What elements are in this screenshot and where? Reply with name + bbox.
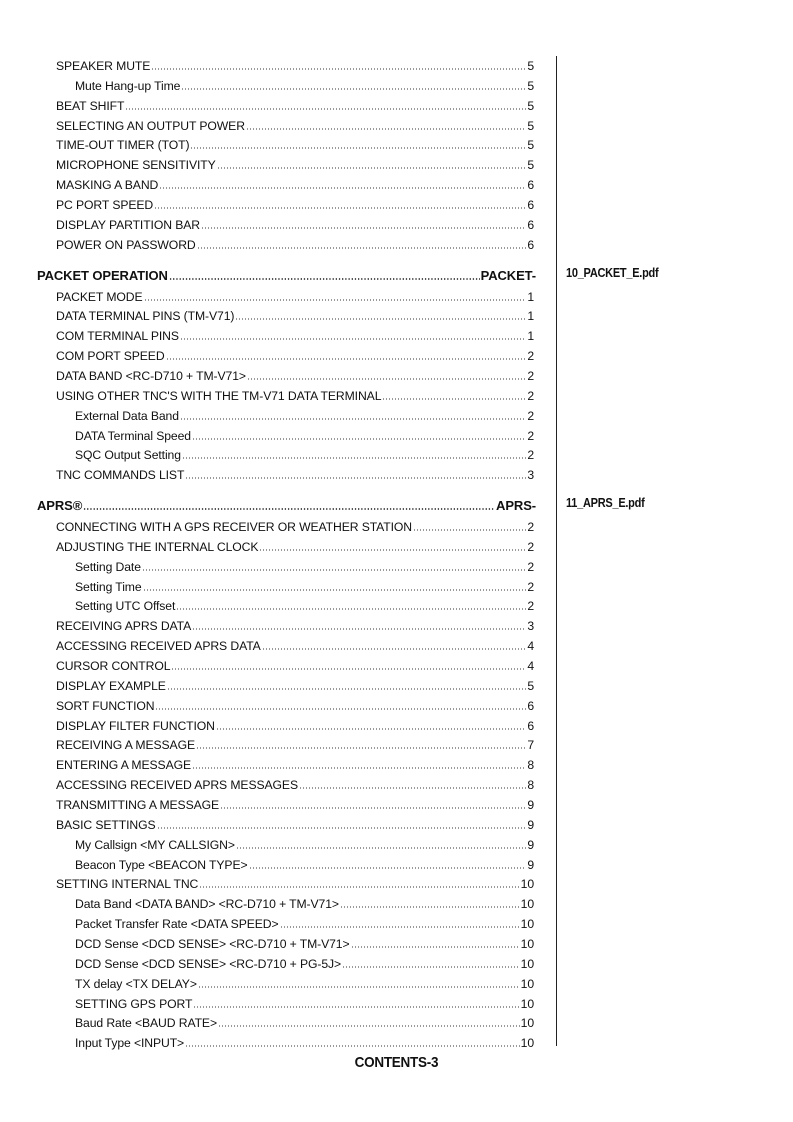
toc-entry-title: RECEIVING APRS DATA [56, 619, 192, 634]
toc-entry [56, 115, 534, 133]
toc-entry-title: RECEIVING A MESSAGE [56, 738, 195, 753]
toc-entry-page: 10 [520, 937, 534, 951]
dot-leader [180, 338, 526, 340]
toc-entry-title: TIME-OUT TIMER (TOT) [56, 138, 190, 153]
toc-subentry [75, 933, 534, 951]
dot-leader [249, 867, 527, 869]
toc-entry-title: DCD Sense <DCD SENSE> <RC-D710 + TM-V71> [75, 937, 350, 951]
toc-entry-title: TX delay <TX DELAY> [75, 976, 197, 991]
toc-entry [56, 516, 534, 534]
toc-entry-page: 2 [527, 349, 534, 363]
source-file-label: 10_PACKET_E.pdf [566, 265, 659, 280]
toc-subentry [75, 556, 534, 574]
dot-leader [151, 68, 526, 70]
toc-entry-page: 1 [527, 309, 534, 324]
toc-entry-title: MASKING A BAND [56, 178, 159, 193]
dot-leader [192, 767, 526, 769]
toc-subentry [75, 75, 534, 93]
toc-entry [56, 345, 534, 363]
toc-entry-title: Input Type <INPUT> [75, 1036, 185, 1051]
toc-entry-title: PC PORT SPEED [56, 198, 154, 212]
toc-entry-title: MICROPHONE SENSITIVITY [56, 158, 216, 173]
toc-entry [56, 55, 534, 73]
dot-leader [246, 128, 526, 130]
dot-leader [280, 926, 520, 928]
dot-leader [166, 358, 527, 360]
dot-leader [235, 318, 526, 320]
toc-entry-page: 3 [527, 468, 534, 483]
toc-entry-title: SPEAKER MUTE [56, 59, 151, 73]
dot-leader [155, 708, 526, 710]
toc-entry-page: 9 [527, 817, 534, 832]
toc-entry-title: Beacon Type <BEACON TYPE> [75, 857, 248, 872]
toc-section [37, 265, 536, 283]
toc-entry-title: SELECTING AN OUTPUT POWER [56, 118, 245, 133]
toc-entry-title: BEAT SHIFT [56, 98, 125, 113]
toc-entry-page: 10 [520, 1036, 534, 1051]
dot-leader [83, 508, 495, 510]
toc-entry-title: DCD Sense <DCD SENSE> <RC-D710 + PG-5J> [75, 956, 342, 971]
toc-entry-title: Setting Date [75, 559, 141, 574]
dot-leader [171, 668, 526, 670]
toc-entry-page: 10 [520, 956, 534, 971]
dot-leader [176, 608, 526, 610]
toc-subentry [75, 1032, 534, 1050]
toc-entry-title: ACCESSING RECEIVED APRS MESSAGES [56, 778, 298, 793]
toc-entry [56, 695, 534, 713]
toc-entry-title: COM PORT SPEED [56, 349, 165, 363]
toc-entry [56, 873, 534, 891]
dot-leader [192, 438, 526, 440]
dot-leader [182, 457, 526, 459]
toc-entry-title: SORT FUNCTION [56, 698, 155, 713]
toc-entry-title: Data Band <DATA BAND> <RC-D710 + TM-V71> [75, 897, 339, 912]
toc-entry-title: Mute Hang-up Time [75, 78, 181, 93]
toc-entry-page: 6 [527, 217, 534, 232]
page-footer [0, 1054, 793, 1071]
toc-entry-title: DATA BAND <RC-D710 + TM-V71> [56, 368, 246, 383]
toc-entry-title: TRANSMITTING A MESSAGE [56, 798, 220, 812]
toc-entry-title: COM TERMINAL PINS [56, 329, 179, 344]
toc-entry [56, 286, 534, 304]
toc-entry [56, 134, 534, 152]
dot-leader [220, 807, 526, 809]
toc-entry-page: 4 [527, 658, 534, 673]
dot-leader [342, 966, 520, 968]
dot-leader [167, 688, 526, 690]
toc-entry-page: APRS- [496, 498, 536, 514]
toc-entry-title: BASIC SETTINGS [56, 817, 156, 832]
toc-entry-page: 6 [527, 178, 534, 193]
toc-entry-page: 6 [527, 237, 534, 252]
toc-entry [56, 174, 534, 192]
toc-entry [56, 814, 534, 832]
toc-entry-page: 9 [527, 837, 534, 852]
dot-leader [181, 88, 526, 90]
toc-entry-title: DISPLAY FILTER FUNCTION [56, 718, 215, 733]
toc-entry-page: 4 [527, 639, 534, 654]
toc-subentry [75, 576, 534, 594]
toc-entry-title: DISPLAY PARTITION BAR [56, 217, 200, 232]
toc-entry-page: PACKET- [480, 267, 536, 283]
toc-entry-page: 9 [527, 798, 534, 812]
dot-leader [125, 108, 526, 110]
toc-entry-title: DATA Terminal Speed [75, 428, 191, 443]
dot-leader [196, 747, 526, 749]
toc-subentry [75, 913, 534, 931]
toc-entry [56, 615, 534, 633]
toc-entry-page: 3 [527, 619, 534, 634]
toc-entry-title: ACCESSING RECEIVED APRS DATA [56, 639, 261, 654]
toc-entry-page: 6 [527, 718, 534, 733]
dot-leader [259, 549, 526, 551]
toc-entry [56, 154, 534, 172]
toc-entry [56, 635, 534, 653]
toc-entry-page: 2 [527, 448, 534, 463]
toc-section [37, 495, 536, 513]
toc-entry-title: Setting UTC Offset [75, 599, 176, 614]
dot-leader [143, 589, 527, 591]
dot-leader [199, 886, 519, 888]
toc-entry [56, 734, 534, 752]
toc-entry [56, 774, 534, 792]
toc-entry-page: 2 [527, 388, 534, 403]
toc-entry [56, 464, 534, 482]
dot-leader [192, 628, 526, 630]
toc-entry-page: 8 [527, 758, 534, 773]
dot-leader [201, 227, 526, 229]
dot-leader [190, 147, 526, 149]
toc-subentry [75, 834, 534, 852]
toc-entry [56, 715, 534, 733]
dot-leader [247, 378, 526, 380]
toc-subentry [75, 425, 534, 443]
dot-leader [193, 1006, 519, 1008]
toc-entry-title: SETTING GPS PORT [75, 996, 193, 1011]
dot-leader [216, 728, 526, 730]
toc-entry [56, 385, 534, 403]
toc-entry-title: ENTERING A MESSAGE [56, 758, 192, 773]
toc-entry-title: Baud Rate <BAUD RATE> [75, 1016, 217, 1031]
dot-leader [159, 187, 526, 189]
dot-leader [218, 1025, 520, 1027]
dot-leader [198, 986, 520, 988]
toc-entry-title: USING OTHER TNC'S WITH THE TM-V71 DATA TERMINAL [56, 388, 382, 403]
toc-entry-page: 5 [527, 678, 534, 693]
toc-entry-title: SQC Output Setting [75, 448, 181, 463]
dot-leader [144, 299, 527, 301]
dot-leader [185, 477, 526, 479]
toc-entry-page: 2 [527, 579, 534, 594]
toc-entry-page: 10 [520, 976, 534, 991]
toc-entry-page: 2 [527, 539, 534, 554]
toc-subentry [75, 993, 534, 1011]
toc-entry [56, 214, 534, 232]
dot-leader [413, 529, 526, 531]
dot-leader [262, 648, 527, 650]
toc-entry-page: 10 [520, 877, 534, 892]
dot-leader [180, 418, 526, 420]
dot-leader [197, 247, 527, 249]
toc-entry-page: 1 [527, 289, 534, 304]
toc-entry-page: 10 [520, 917, 534, 932]
toc-subentry [75, 444, 534, 462]
toc-entry-title: CONNECTING WITH A GPS RECEIVER OR WEATHER STATION [56, 519, 413, 534]
dot-leader [154, 207, 526, 209]
toc-entry-page: 5 [527, 98, 534, 113]
toc-entry-page: 5 [527, 78, 534, 93]
toc-entry [56, 234, 534, 252]
toc-entry-page: 7 [527, 738, 534, 753]
dot-leader [217, 167, 527, 169]
dot-leader [299, 787, 526, 789]
toc-entry-page: 2 [527, 599, 534, 614]
toc-entry-page: 8 [527, 778, 534, 793]
toc-entry-title: My Callsign <MY CALLSIGN> [75, 837, 235, 852]
toc-entry [56, 536, 534, 554]
toc-subentry [75, 893, 534, 911]
toc-subentry [75, 854, 534, 872]
toc-entry-page: 2 [527, 408, 534, 423]
toc-entry-page: 5 [527, 118, 534, 133]
toc-entry-page: 5 [527, 138, 534, 153]
dot-leader [340, 906, 520, 908]
toc-entry [56, 794, 534, 812]
toc-entry-page: 9 [527, 857, 534, 872]
toc-entry [56, 675, 534, 693]
toc-entry-page: 2 [527, 559, 534, 574]
dot-leader [157, 827, 527, 829]
toc-entry-title: Packet Transfer Rate <DATA SPEED> [75, 917, 279, 932]
toc-entry [56, 655, 534, 673]
toc-entry [56, 325, 534, 343]
toc-entry-title: DATA TERMINAL PINS (TM-V71) [56, 309, 235, 324]
toc-entry-page: 5 [527, 59, 534, 73]
toc-subentry [75, 1012, 534, 1030]
dot-leader [142, 569, 526, 571]
toc-entry-page: 5 [527, 158, 534, 173]
toc-entry-title: Setting Time [75, 579, 142, 594]
toc-entry-page: 1 [527, 329, 534, 344]
toc-subentry [75, 973, 534, 991]
toc-entry-title: DISPLAY EXAMPLE [56, 678, 166, 693]
toc-entry [56, 754, 534, 772]
toc-subentry [75, 953, 534, 971]
toc-entry-title: ADJUSTING THE INTERNAL CLOCK [56, 539, 259, 554]
toc-entry-page: 6 [527, 198, 534, 212]
toc-entry [56, 365, 534, 383]
toc-entry-title: CURSOR CONTROL [56, 658, 171, 673]
toc-entry-page: 6 [527, 698, 534, 713]
source-file-label: 11_APRS_E.pdf [566, 496, 645, 511]
toc-entry-title: PACKET MODE [56, 289, 143, 304]
dot-leader [351, 946, 520, 948]
toc-entry [56, 305, 534, 323]
dot-leader [169, 278, 480, 280]
toc-subentry [75, 595, 534, 613]
toc-entry-page: 2 [527, 519, 534, 534]
dot-leader [185, 1045, 520, 1047]
dot-leader [236, 847, 526, 849]
toc-entry-title: APRS® [37, 498, 83, 514]
toc-entry-page: 10 [520, 1016, 534, 1031]
toc-subentry [75, 405, 534, 423]
toc-entry-title: External Data Band [75, 408, 179, 423]
toc-entry-page: 2 [527, 428, 534, 443]
column-divider [556, 56, 557, 1046]
toc-entry-title: POWER ON PASSWORD [56, 237, 196, 252]
page-number: CONTENTS-3 [354, 1054, 439, 1071]
toc-entry-page: 10 [520, 897, 534, 912]
toc-entry-page: 2 [527, 368, 534, 383]
toc-entry-title: SETTING INTERNAL TNC [56, 877, 199, 892]
toc-entry-title: PACKET OPERATION [37, 267, 168, 283]
toc-entry-page: 10 [520, 996, 534, 1011]
dot-leader [382, 398, 526, 400]
toc-entry-title: TNC COMMANDS LIST [56, 468, 185, 483]
toc-entry [56, 95, 534, 113]
toc-entry [56, 194, 534, 212]
